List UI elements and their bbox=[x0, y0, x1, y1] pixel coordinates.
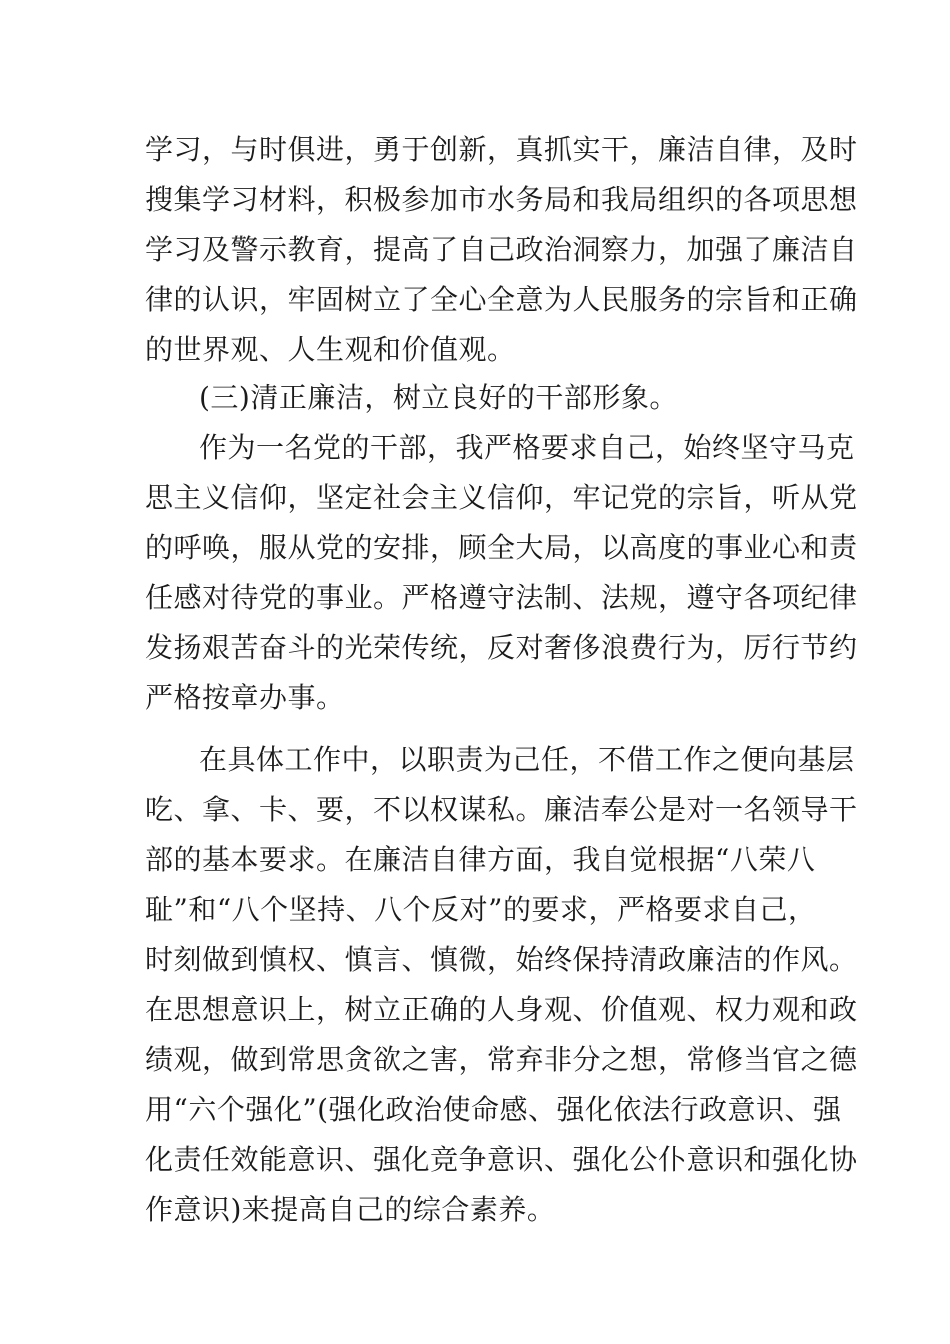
text-line: 绩观，做到常思贪欲之害，常弃非分之想，常修当官之德 bbox=[145, 1043, 858, 1076]
section-heading: (三)清正廉洁，树立良好的干部形象。 bbox=[199, 381, 678, 414]
text-line: 作意识)来提高自己的综合素养。 bbox=[145, 1193, 556, 1226]
text-line: 学习，与时俱进，勇于创新，真抓实干，廉洁自律，及时 bbox=[145, 133, 858, 166]
text-line: 发扬艰苦奋斗的光荣传统，反对奢侈浪费行为，厉行节约 bbox=[145, 631, 858, 664]
text-line: 作为一名党的干部，我严格要求自己，始终坚守马克 bbox=[199, 431, 855, 464]
text-line: 任感对待党的事业。严格遵守法制、法规，遵守各项纪律 bbox=[145, 581, 858, 614]
text-line: 在思想意识上，树立正确的人身观、价值观、权力观和政 bbox=[145, 993, 858, 1026]
text-line: 的世界观、人生观和价值观。 bbox=[145, 333, 516, 366]
text-line: 律的认识，牢固树立了全心全意为人民服务的宗旨和正确 bbox=[145, 283, 858, 316]
text-line: 严格按章办事。 bbox=[145, 681, 345, 714]
text-line: 时刻做到慎权、慎言、慎微，始终保持清政廉洁的作风。 bbox=[145, 943, 858, 976]
text-line: 耻”和“八个坚持、八个反对”的要求，严格要求自己， bbox=[145, 893, 817, 926]
text-line: 用“六个强化”(强化政治使命感、强化依法行政意识、强 bbox=[145, 1093, 842, 1126]
text-line: 学习及警示教育，提高了自己政治洞察力，加强了廉洁自 bbox=[145, 233, 858, 266]
text-line: 的呼唤，服从党的安排，顾全大局，以高度的事业心和责 bbox=[145, 531, 858, 564]
text-line: 思主义信仰，坚定社会主义信仰，牢记党的宗旨，听从党 bbox=[145, 481, 858, 514]
text-line: 在具体工作中，以职责为己任，不借工作之便向基层 bbox=[199, 743, 855, 776]
text-line: 吃、拿、卡、要，不以权谋私。廉洁奉公是对一名领导干 bbox=[145, 793, 858, 826]
text-line: 搜集学习材料，积极参加市水务局和我局组织的各项思想 bbox=[145, 183, 858, 216]
text-line: 化责任效能意识、强化竞争意识、强化公仆意识和强化协 bbox=[145, 1143, 858, 1176]
text-line: 部的基本要求。在廉洁自律方面，我自觉根据“八荣八 bbox=[145, 843, 816, 876]
